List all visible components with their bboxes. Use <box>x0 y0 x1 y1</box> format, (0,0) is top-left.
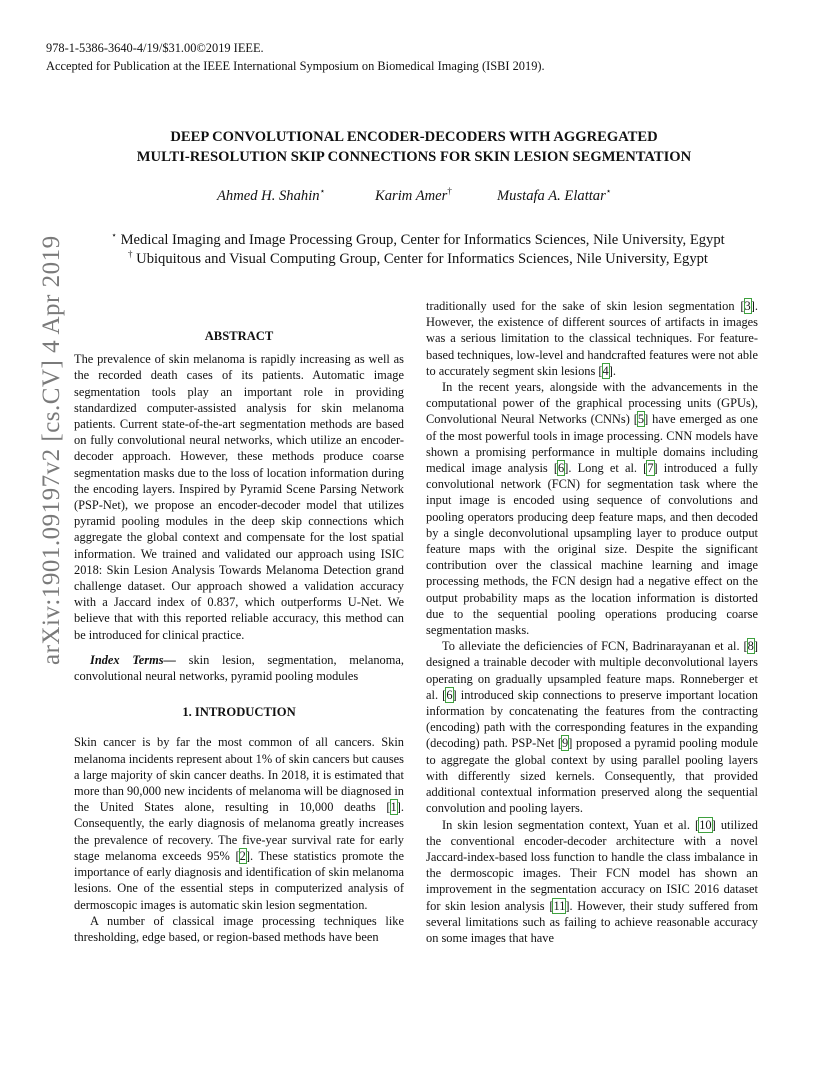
left-column <box>74 328 404 945</box>
intro-paragraph-2: A number of classical image processing techniques like thresholding, edge based, or region-based methods have been <box>74 913 404 944</box>
affiliation-mark: ⋆ <box>319 186 326 196</box>
copyright-line: 978-1-5386-3640-4/19/$31.00©2019 IEEE. <box>46 41 264 55</box>
affiliation-2 <box>4 245 828 269</box>
intro-paragraph-4: To alleviate the deficiencies of FCN, Badrinarayanan et al. [8] designed a trainable decoder with multiple deconvolutional layers operating on gradually upsampled feature maps. Ronneberger et al. [6] introduced skip connections to preserve important location information by concatenating the features from the contracting (encoding) path with the corresponding features in the expanding (decoding) path. PSP-Net [9] proposed a pyramid pooling module to aggregate the global context by using parallel pooling layers with differently sized kernels. Consequently, that provided additional contextual information preserved along the sequential convolution and pooling layers. <box>426 639 759 816</box>
citation-link[interactable]: 1 <box>390 800 397 815</box>
index-terms-text: skin lesion, segmentation, melanoma, convolutional neural networks, pyramid pooling modules <box>74 652 404 684</box>
index-terms-label: Index Terms— <box>90 652 176 667</box>
affiliation-text: Ubiquitous and Visual Computing Group, Center for Informatics Sciences, Nile University, Egypt <box>136 251 708 267</box>
abstract-text: The prevalence of skin melanoma is rapidly increasing as well as the recorded death cases of its patients. Automatic image segmentation tools play an important role in providing standardized computer-assisted analysis for skin melanoma patients. Current state-of-the-art segmentation methods are based on fully convolutional neural networks, which utilize an encoder-decoder approach. However, these methods produce coarse segmentation masks due to the loss of location information during the encoding layers. Inspired by Pyramid Scene Parsing Network (PSP-Net), we propose an encoder-decoder model that utilizes pyramid pooling modules in the deep skip connections which aggregate the global context and compensate for the lost spatial information. We trained and validated our approach using ISIC 2018: Skin Lesion Analysis Towards Melanoma Detection grand challenge dataset. Our approach showed a validation accuracy with a Jaccard index of 0.837, which outperforms U-Net. We believe that with this reported reliable accuracy, this method can be introduced for clinical practice. <box>74 352 404 642</box>
citation-link[interactable]: 2 <box>239 848 246 863</box>
author-name: Ahmed H. Shahin <box>217 188 320 204</box>
affiliation-mark: † <box>128 249 133 259</box>
author-list <box>0 186 828 206</box>
citation-link[interactable]: 6 <box>446 687 453 702</box>
citation-link[interactable]: 3 <box>744 299 751 313</box>
intro-paragraph-5: In skin lesion segmentation context, Yuan et al. [10] utilized the conventional encoder-decoder architecture with a novel Jaccard-index-based loss function to handle the class imbalance in the dermoscopic images. Their FCN model has shown an improvement in the segmentation accuracy on ISIC 2016 dataset for skin lesion analysis [11]. However, their study suffered from several limitations such as failing to achieve reasonable accuracy on some images that have <box>426 817 759 945</box>
index-terms <box>74 652 404 684</box>
author-name: Mustafa A. Elattar <box>497 188 606 204</box>
affiliation-text: Medical Imaging and Image Processing Group, Center for Informatics Sciences, Nile University, Egypt <box>120 232 725 248</box>
intro-paragraph-3: In the recent years, alongside with the advancements in the computational power of the graphical processing units (GPUs), Convolutional Neural Networks (CNNs) [5] have emerged as one of the most powerful tools in image processing. CNN models have shown a promising performance in multiple domains including medical image analysis [6]. Long et al. [7] introduced a fully convolutional network (FCN) for segmentation task where the input image is encoded using sequence of convolutions and pooling operators producing deep feature maps, and then decoded by a single deconvolutional upsampling layer to produce output feature maps with the original size. Despite the significant contribution over the classical machine learning and image processing methods, the FCN design had a negative effect on the output probability maps as the location information is distorted due to the sequential pooling operations producing coarse segmentation masks. <box>426 380 759 638</box>
author-2 <box>375 186 452 205</box>
citation-link[interactable]: 6 <box>558 461 565 476</box>
citation-link[interactable]: 7 <box>647 461 654 476</box>
intro-paragraph-2-continued: traditionally used for the sake of skin lesion segmentation [3]. However, the existence of different sources of artifacts in images was a serious limitation to the classical techniques. For feature-based techniques, low-level and handcrafted features were not able to accurately segment skin lesions [4]. <box>426 299 758 378</box>
citation-link[interactable]: 9 <box>561 736 569 751</box>
paper-title-line-1: DEEP CONVOLUTIONAL ENCODER-DECODERS WITH AGGREGATED <box>170 129 658 145</box>
affiliation-mark: ⋆ <box>605 186 612 196</box>
author-1 <box>217 186 325 205</box>
affiliation-mark: ⋆ <box>111 230 117 240</box>
author-name: Karim Amer <box>375 188 448 204</box>
citation-link[interactable]: 8 <box>747 639 754 654</box>
paper-title-line-2: MULTI-RESOLUTION SKIP CONNECTIONS FOR SKIN LESION SEGMENTATION <box>136 149 692 165</box>
citation-link[interactable]: 11 <box>553 898 566 913</box>
arxiv-side-stamp: arXiv:1901.09197v2 [cs.CV] 4 Apr 2019 <box>38 235 65 665</box>
intro-paragraph-1: Skin cancer is by far the most common of all cancers. Skin melanoma incidents represent about 1% of skin cancers but causes a large majority of skin cancer deaths. In 2018, it is estimated that more than 90,000 new incidents of melanoma will be diagnosed in the United States alone, resulting in 10,000 deaths [1]. Consequently, the early diagnosis of melanoma greatly increases the prevalence of recovery. The five-year survival rate for early stage melanoma exceeds 95% [2]. These statistics promote the importance of early diagnosis and identification of skin melanoma lesions. One of the essential steps in computerized analysis of dermoscopic images is automatic skin lesion segmentation. <box>74 735 404 912</box>
abstract-heading: ABSTRACT <box>204 329 274 343</box>
affiliation-mark: † <box>447 186 452 196</box>
citation-link[interactable]: 4 <box>602 363 609 378</box>
author-3 <box>497 186 611 205</box>
introduction-heading: 1. INTRODUCTION <box>182 705 296 720</box>
acceptance-note: Accepted for Publication at the IEEE International Symposium on Biomedical Imaging (ISBI 2019). <box>46 59 545 73</box>
right-column <box>426 298 758 946</box>
citation-link[interactable]: 5 <box>637 412 645 427</box>
citation-link[interactable]: 10 <box>699 817 712 832</box>
